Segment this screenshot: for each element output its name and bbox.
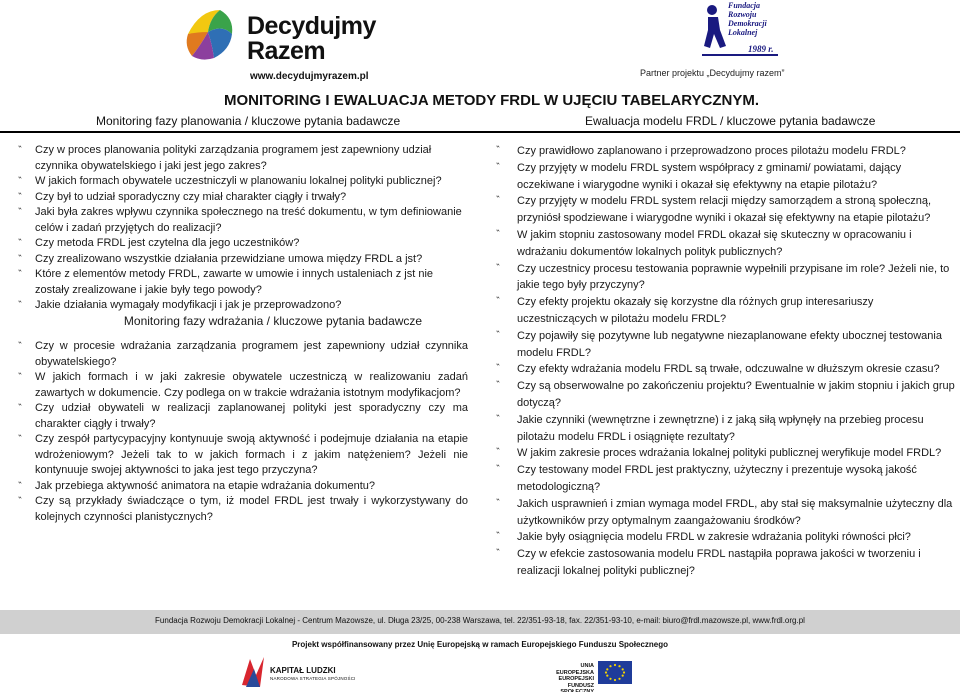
question-text: Czy zespół partycypacyjny kontynuuje swoją aktywność i podejmuje działania na etapie wdrożeniowym? Jeżeli tak to w jakich formach i z jakim natężeniem? Jeżeli nie kontynuuje swojej aktywności to jaka jest tego przyczyna? (35, 433, 468, 476)
question-text: Czy w procesie wdrażania zarządzania programem jest zapewniony udział czynnika obywatelskiego? (35, 340, 468, 368)
implementation-question (18, 401, 468, 432)
question-text: W jakich formach i w jaki zakresie obywatele uczestniczą w realizowaniu zadań zawartych w dokumencie. Czy podlega on w trakcie wdrażania istotnym modyfikacjom? (35, 371, 468, 399)
bullet-icon: ‶ (496, 363, 500, 375)
bullet-icon: ‶ (18, 434, 22, 445)
implementation-question (18, 370, 468, 401)
planning-questions-list (18, 143, 468, 314)
question-text: Czy zrealizowano wszystkie działania przewidziane umowa między FRDL a jst? (35, 252, 423, 265)
question-text: Czy metoda FRDL jest czytelna dla jego uczestników? (35, 237, 300, 249)
implementation-questions-list (18, 339, 468, 525)
bullet-icon: ‶ (18, 403, 22, 414)
bullet-icon: ‶ (18, 238, 22, 249)
question-text: Jak przebiega aktywność animatora na etapie wdrażania dokumentu? (35, 479, 375, 492)
implementation-question (18, 479, 468, 495)
implementation-heading: Monitoring fazy wdrażania / kluczowe pytania badawcze (123, 313, 423, 328)
planning-question (18, 298, 468, 314)
question-text: Czy prawidłowo zaplanowano i przeprowadzono proces pilotażu modelu FRDL? (517, 145, 906, 157)
question-text: Czy udział obywateli w realizacji zaplanowanej polityki jest sporadyczny czy ma charakter ciągły i trwały? (35, 402, 468, 430)
evaluation-questions-list (496, 143, 956, 580)
planning-question (18, 252, 468, 268)
frdl-name: Fundacja Rozwoju Demokracji Lokalnej (728, 1, 767, 37)
question-text: Jakich usprawnień i zmian wymaga model FRDL, aby stał się maksymalnie użyteczny dla użytkowników przy optymalnym zaangażowaniu środków? (517, 497, 953, 527)
bullet-icon: ‶ (496, 228, 500, 240)
eu-flag-icon (598, 661, 632, 684)
header-divider (0, 131, 960, 133)
bullet-icon: ‶ (496, 447, 500, 459)
implementation-question (18, 339, 468, 370)
frdl-year: 1989 r. (748, 44, 774, 54)
frdl-divider (702, 54, 778, 56)
left-column (18, 143, 468, 525)
question-text: Które z elementów metody FRDL, zawarte w umowie i innych ustaleniach z jst nie zostały zrealizowane i jakie były tego powody? (35, 268, 434, 296)
question-text: Jaki była zakres wpływu czynnika społecznego na treść dokumentu, w tym definiowanie celów i zadań przyjętych do realizacji? (35, 206, 462, 234)
question-text: Czy testowany model FRDL jest praktyczny, użyteczny i prezentuje wysoką jakość metodologiczną? (517, 464, 917, 493)
question-text: Czy przyjęty w modelu FRDL system współpracy z gminami/ powiatami, dający oczekiwane i wiarygodne wyniki i okazał się efektywny na etapie pilotażu? (517, 161, 902, 191)
question-text: Czy są przykłady świadczące o tym, iż model FRDL jest trwały i wykorzystywany do kolejnych czynności planistycznych? (35, 495, 468, 523)
bullet-icon: ‶ (18, 341, 22, 352)
bullet-icon: ‶ (18, 253, 22, 265)
footer-contact: Fundacja Rozwoju Demokracji Lokalnej - Centrum Mazowsze, ul. Długa 23/25, 00-238 Warszawa, tel. 22/351-93-18, fax. 22/351-93-10, e-mail: biuro@frdl.mazowsze.pl, www.frdl.org.pl (155, 616, 805, 625)
evaluation-question (496, 445, 956, 462)
bullet-icon: ‶ (496, 296, 500, 308)
question-text: Jakie czynniki (wewnętrzne i zewnętrzne) i z jaką siłą wpłynęły na przebieg procesu pilotażu modelu FRDL i osiągnięte rezultaty? (517, 413, 924, 443)
planning-question (18, 236, 468, 252)
question-text: Czy uczestnicy procesu testowania poprawnie wypełnili przypisane im role? Jeżeli nie, to jakie tego były przyczyny? (517, 262, 950, 292)
bullet-icon: ‶ (18, 191, 22, 203)
question-text: W jakim zakresie proces wdrażania lokalnej polityki publicznej weryfikuje model FRDL? (517, 447, 942, 460)
right-column (496, 143, 956, 580)
logo-text-decydujmy: Decydujmy (247, 12, 376, 40)
evaluation-question (496, 378, 956, 412)
question-text: Jakie działania wymagały modyfikacji i jak je przeprowadzono? (35, 299, 342, 311)
evaluation-question (496, 160, 956, 194)
frdl-logo (640, 0, 785, 84)
planning-question (18, 267, 468, 298)
bullet-icon: ‶ (496, 262, 500, 274)
question-text: Czy efekty projektu okazały się korzystne dla różnych grup interesariuszy uczestniczących w pilotażu modelu FRDL? (517, 296, 874, 325)
question-text: W jakim stopniu zastosowany model FRDL okazał się skuteczny w opracowaniu i wdrażaniu dokumentów lokalnych polityk publicznych? (517, 228, 912, 258)
decydujmy-razem-logo-icon (180, 4, 240, 64)
implementation-question (18, 494, 468, 525)
evaluation-question (496, 143, 956, 160)
planning-question (18, 174, 468, 190)
bullet-icon: ‶ (496, 195, 500, 207)
decydujmy-razem-logo (180, 4, 380, 84)
evaluation-question (496, 529, 956, 546)
evaluation-question (496, 328, 956, 362)
bullet-icon: ‶ (496, 531, 500, 543)
question-text: Czy był to udział sporadyczny czy miał charakter ciągły i trwały? (35, 190, 347, 203)
bullet-icon: ‶ (496, 161, 500, 173)
evaluation-question (496, 294, 956, 328)
kapital-ludzki-name: KAPITAŁ LUDZKI (270, 666, 336, 675)
bullet-icon: ‶ (496, 380, 500, 392)
planning-question (18, 143, 468, 174)
implementation-question (18, 432, 468, 479)
bullet-icon: ‶ (18, 300, 22, 311)
question-text: Czy efekty wdrażania modelu FRDL są trwałe, odczuwalne w dłuższym okresie czasu? (517, 363, 940, 376)
bullet-icon: ‶ (18, 372, 22, 383)
right-column-heading: Ewaluacja modelu FRDL / kluczowe pytania badawcze (585, 114, 876, 128)
evaluation-question (496, 227, 956, 261)
evaluation-question (496, 496, 956, 530)
partner-text: Partner projektu „Decydujmy razem” (640, 68, 785, 78)
bullet-icon: ‶ (496, 548, 500, 560)
question-text: Jakie były osiągnięcia modelu FRDL w zakresie wdrażania polityki równości płci? (517, 531, 911, 544)
page-title: MONITORING I EWALUACJA METODY FRDL W UJĘCIU TABELARYCZNYM. (224, 92, 760, 109)
evaluation-question (496, 361, 956, 378)
logo-url[interactable]: www.decydujmyrazem.pl (250, 71, 369, 82)
evaluation-question (496, 412, 956, 446)
bullet-icon: ‶ (18, 176, 22, 187)
bullet-icon: ‶ (18, 480, 22, 492)
evaluation-question (496, 546, 956, 580)
bullet-icon: ‶ (496, 329, 500, 341)
planning-question (18, 190, 468, 206)
question-text: Czy są obserwowalne po zakończeniu projektu? Ewentualnie w jakim stopniu i jakich grup dotyczą? (517, 380, 955, 409)
bullet-icon: ‶ (496, 413, 500, 425)
ue-text: UNIA EUROPEJSKA EUROPEJSKI FUNDUSZ SPOŁECZNY (556, 663, 594, 692)
left-column-heading: Monitoring fazy planowania / kluczowe pytania badawcze (96, 114, 401, 128)
question-text: Czy przyjęty w modelu FRDL system relacji między samorządem a stroną społeczną, przyniósł spodziewane i wiarygodne wyniki i okazał się efektywny na etapie pilotażu? (517, 195, 932, 225)
question-text: Czy pojawiły się pozytywne lub negatywne niezaplanowane efekty ubocznej testowania modelu FRDL? (517, 329, 942, 359)
bullet-icon: ‶ (496, 464, 500, 476)
question-text: Czy w proces planowania polityki zarządzania programem jest zapewniony udział czynnika obywatelskiego i jaki jest jego zakres? (35, 144, 432, 172)
bullet-icon: ‶ (18, 145, 22, 156)
question-text: Czy w efekcie zastosowania modelu FRDL nastąpiła poprawa jakości w tworzeniu i realizacji lokalnej polityki publicznej? (517, 548, 921, 577)
evaluation-question (496, 261, 956, 295)
bullet-icon: ‶ (496, 497, 500, 509)
kapital-ludzki-subtitle: NARODOWA STRATEGIA SPÓJNOŚCI (270, 676, 356, 681)
question-text: W jakich formach obywatele uczestniczyli w planowaniu lokalnej polityki publicznej? (35, 175, 442, 187)
logo-text-razem: Razem (247, 37, 326, 65)
evaluation-question (496, 193, 956, 227)
bullet-icon: ‶ (18, 269, 22, 280)
evaluation-question (496, 462, 956, 496)
footer-project-note: Projekt współfinansowany przez Unię Europejską w ramach Europejskiego Funduszu Społecznego (291, 640, 669, 649)
bullet-icon: ‶ (18, 496, 22, 507)
bullet-icon: ‶ (18, 207, 22, 218)
bullet-icon: ‶ (496, 145, 500, 156)
planning-question (18, 205, 468, 236)
